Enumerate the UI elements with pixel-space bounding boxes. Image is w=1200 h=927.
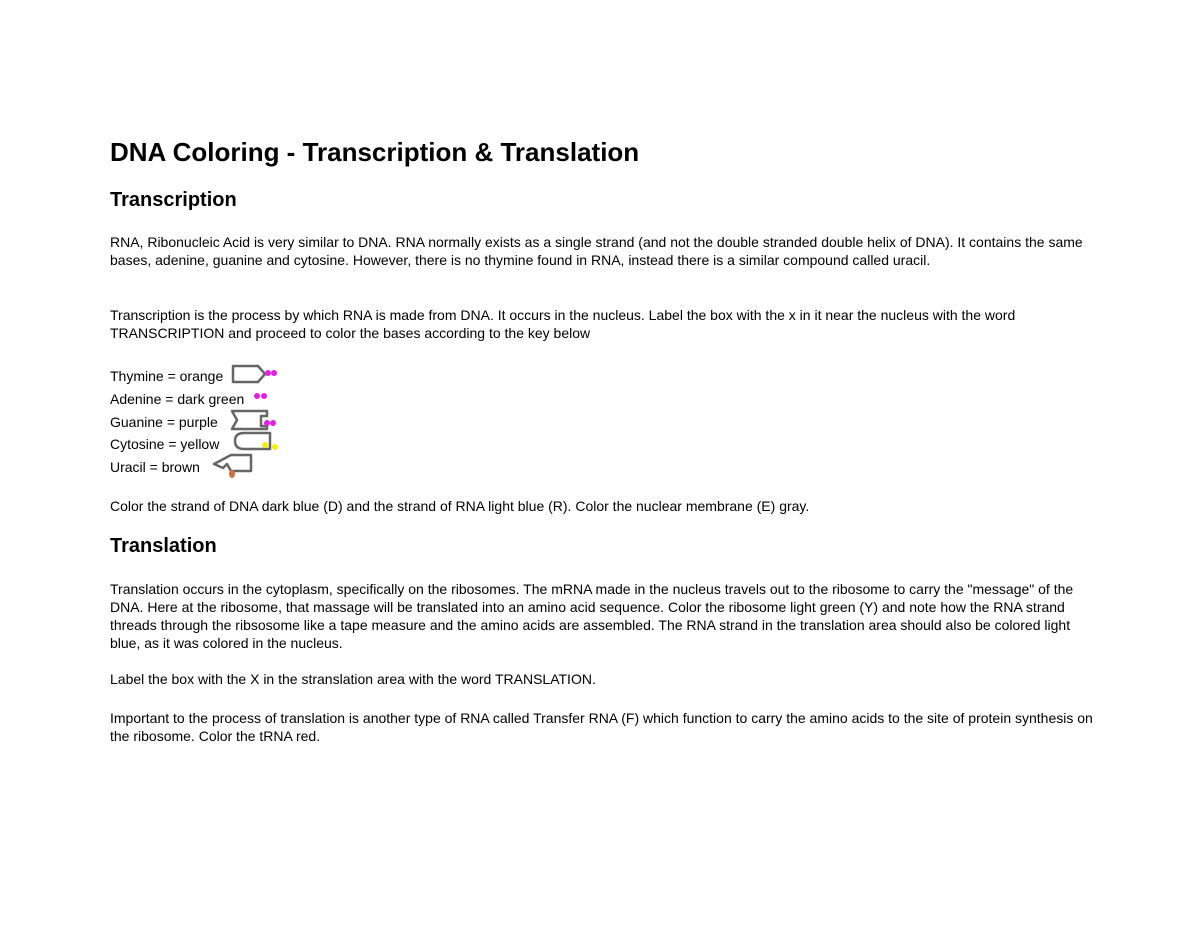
key-label-thymine: Thymine = orange [110, 368, 224, 384]
key-label-guanine: Guanine = purple [110, 414, 218, 430]
key-row-adenine [110, 388, 244, 410]
key-row-cytosine [110, 433, 219, 455]
translation-paragraph-3: Important to the process of translation is another type of RNA called Transfer RNA (F) which function to carry the amino acids to the site of protein synthesis on the ribosome. Color the tRNA red. [110, 710, 1093, 744]
guanine-base-icon [229, 408, 281, 432]
key-label-adenine: Adenine = dark green [110, 391, 245, 407]
thymine-base-icon [231, 363, 281, 387]
transcription-paragraph-3: Color the strand of DNA dark blue (D) and the strand of RNA light blue (R). Color the nuclear membrane (E) gray. [110, 498, 810, 514]
key-row-uracil [110, 456, 200, 478]
translation-heading: Translation [110, 535, 217, 557]
transcription-heading: Transcription [110, 189, 237, 211]
key-row-guanine [110, 411, 218, 433]
transcription-paragraph-2: Transcription is the process by which RNA is made from DNA. It occurs in the nucleus. Label the box with the x in it near the nucleus with the word TRANSCRIPTION and proceed to color the bases according to the key below [110, 307, 1016, 341]
key-label-uracil: Uracil = brown [110, 459, 200, 475]
translation-paragraph-1: Translation occurs in the cytoplasm, specifically on the ribosomes. The mRNA made in the nucleus travels out to the ribosome to carry the "message" of the DNA. Here at the ribosome, that massage will be translated into an amino acid sequence. Color the ribosome light green (Y) and note how the RNA strand threads through the ribsosome like a tape measure and the amino acids are assembled. The RNA strand in the translation area should also be colored light blue, as it was colored in the nucleus. [110, 581, 1074, 651]
uracil-base-icon [211, 451, 257, 479]
transcription-paragraph-1: RNA, Ribonucleic Acid is very similar to DNA. RNA normally exists as a single strand (and not the double stranded double helix of DNA). It contains the same bases, adenine, guanine and cytosine. However, there is no thymine found in RNA, instead there is a similar compound called uracil. [110, 234, 1083, 268]
page-title: DNA Coloring - Transcription & Translation [110, 137, 640, 167]
key-row-thymine [110, 365, 223, 387]
key-label-cytosine: Cytosine = yellow [110, 436, 220, 452]
adenine-base-icon [252, 390, 276, 404]
translation-paragraph-2: Label the box with the X in the stranslation area with the word TRANSLATION. [110, 671, 596, 687]
